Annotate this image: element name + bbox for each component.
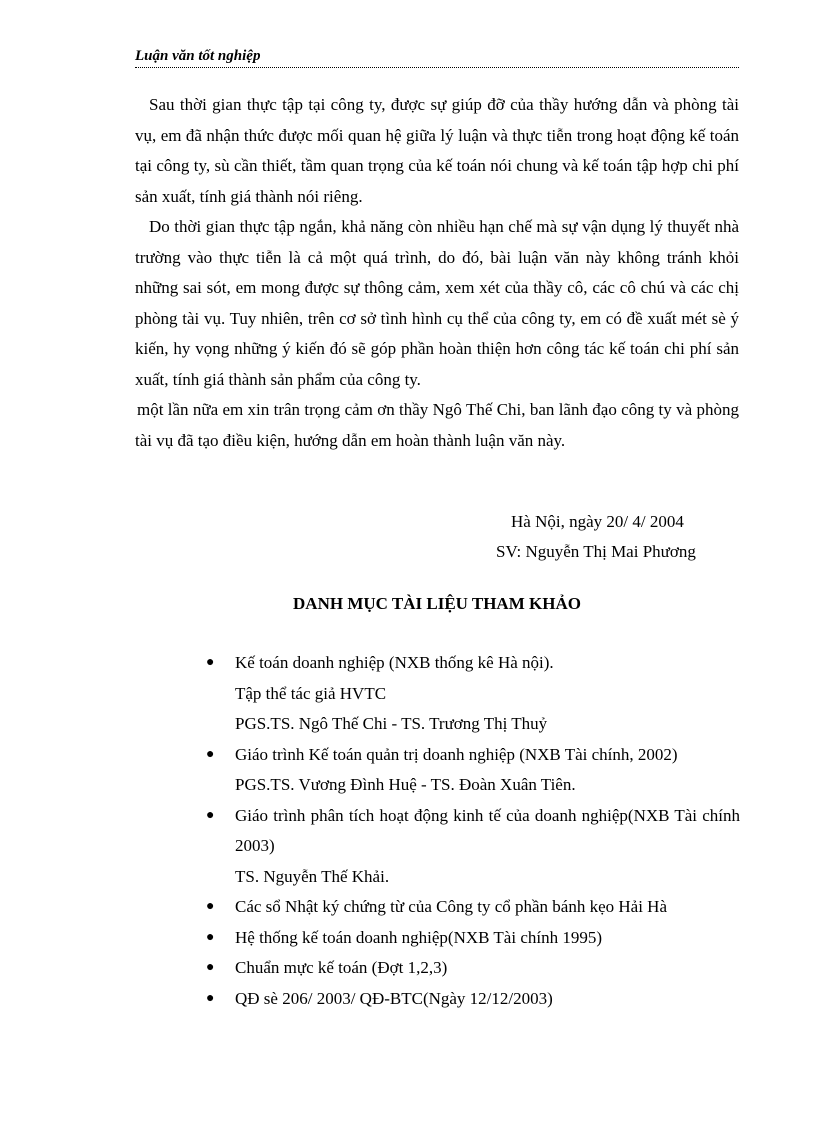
reference-line: Giáo trình Kế toán quản trị doanh nghiệp (NXB Tài chính, 2002)	[235, 744, 678, 764]
student-name: SV: Nguyễn Thị Mai Phương	[496, 542, 696, 561]
reference-item	[200, 801, 740, 893]
signature-block	[470, 507, 750, 567]
references-list	[200, 648, 740, 1014]
reference-line: Các sổ Nhật ký chứng từ của Công ty cổ phần bánh kẹo Hải Hà	[235, 897, 667, 916]
reference-item	[200, 892, 740, 923]
reference-item	[200, 984, 740, 1015]
place-date: Hà Nội, ngày 20/ 4/ 2004	[511, 512, 684, 531]
reference-line: Kế toán doanh nghiệp (NXB thống kê Hà nội).	[235, 653, 554, 672]
paragraph-3: một lần nữa em xin trân trọng cảm ơn thầy Ngô Thế Chi, ban lãnh đạo công ty và phòng tài vụ đã tạo điều kiện, hướng dẫn em hoàn thành luận văn này.	[135, 400, 739, 450]
reference-line: TS. Nguyễn Thế Khải.	[235, 866, 390, 886]
references-title: DANH MỤC TÀI LIỆU THAM KHẢO	[293, 594, 581, 613]
reference-item	[200, 953, 740, 984]
reference-line: Tập thể tác giả HVTC	[235, 683, 387, 703]
reference-item	[200, 923, 740, 954]
paragraph-2: Do thời gian thực tập ngắn, khả năng còn nhiều hạn chế mà sự vận dụng lý thuyết nhà trường vào thực tiễn là cả một quá trình, do đó, bài luận văn này không tránh khỏi những sai sót, em mong được sự thông cảm, xem xét của thầy cô, các cô chú và các chị phòng tài vụ. Tuy nhiên, trên cơ sở tình hình cụ thể của công ty, em có đề xuất mét sè ý kiến, hy vọng những ý kiến đó sẽ góp phần hoàn thiện hơn công tác kế toán chi phí sản xuất, tính giá thành sản phẩm của công ty.	[135, 217, 739, 389]
reference-line: PGS.TS. Vương Đình Huệ - TS. Đoàn Xuân Tiên.	[235, 775, 576, 794]
bullet-icon: ●	[206, 746, 215, 762]
body-text	[135, 90, 739, 456]
reference-line: QĐ sè 206/ 2003/ QĐ-BTC(Ngày 12/12/2003)	[235, 988, 553, 1008]
bullet-icon: ●	[206, 899, 215, 914]
paragraph-1: Sau thời gian thực tập tại công ty, được sự giúp đỡ của thầy hướng dẫn và phòng tài vụ, em đã nhận thức được mối quan hệ giữa lý luận và thực tiễn trong hoạt động kế toán tại công ty, sù cần thiết, tầm quan trọng của kế toán nói chung và kế toán tập hợp chi phí sản xuất, tính giá thành nói riêng.	[135, 95, 739, 206]
reference-item	[200, 740, 740, 801]
reference-line: Giáo trình phân tích hoạt động kinh tế của doanh nghiệp(NXB Tài chính 2003)	[235, 805, 740, 855]
bullet-icon: ●	[206, 655, 215, 670]
page-header: Luận văn tốt nghiệp	[135, 48, 739, 68]
bullet-icon: ●	[206, 807, 215, 823]
reference-line: Hệ thống kế toán doanh nghiệp(NXB Tài chính 1995)	[235, 927, 603, 947]
bullet-icon: ●	[206, 990, 215, 1006]
reference-line: PGS.TS. Ngô Thế Chi - TS. Trương Thị Thuỷ	[235, 714, 548, 733]
reference-item	[200, 648, 740, 740]
bullet-icon: ●	[206, 960, 215, 975]
bullet-icon: ●	[206, 929, 215, 945]
reference-line: Chuẩn mực kế toán (Đợt 1,2,3)	[235, 958, 448, 977]
